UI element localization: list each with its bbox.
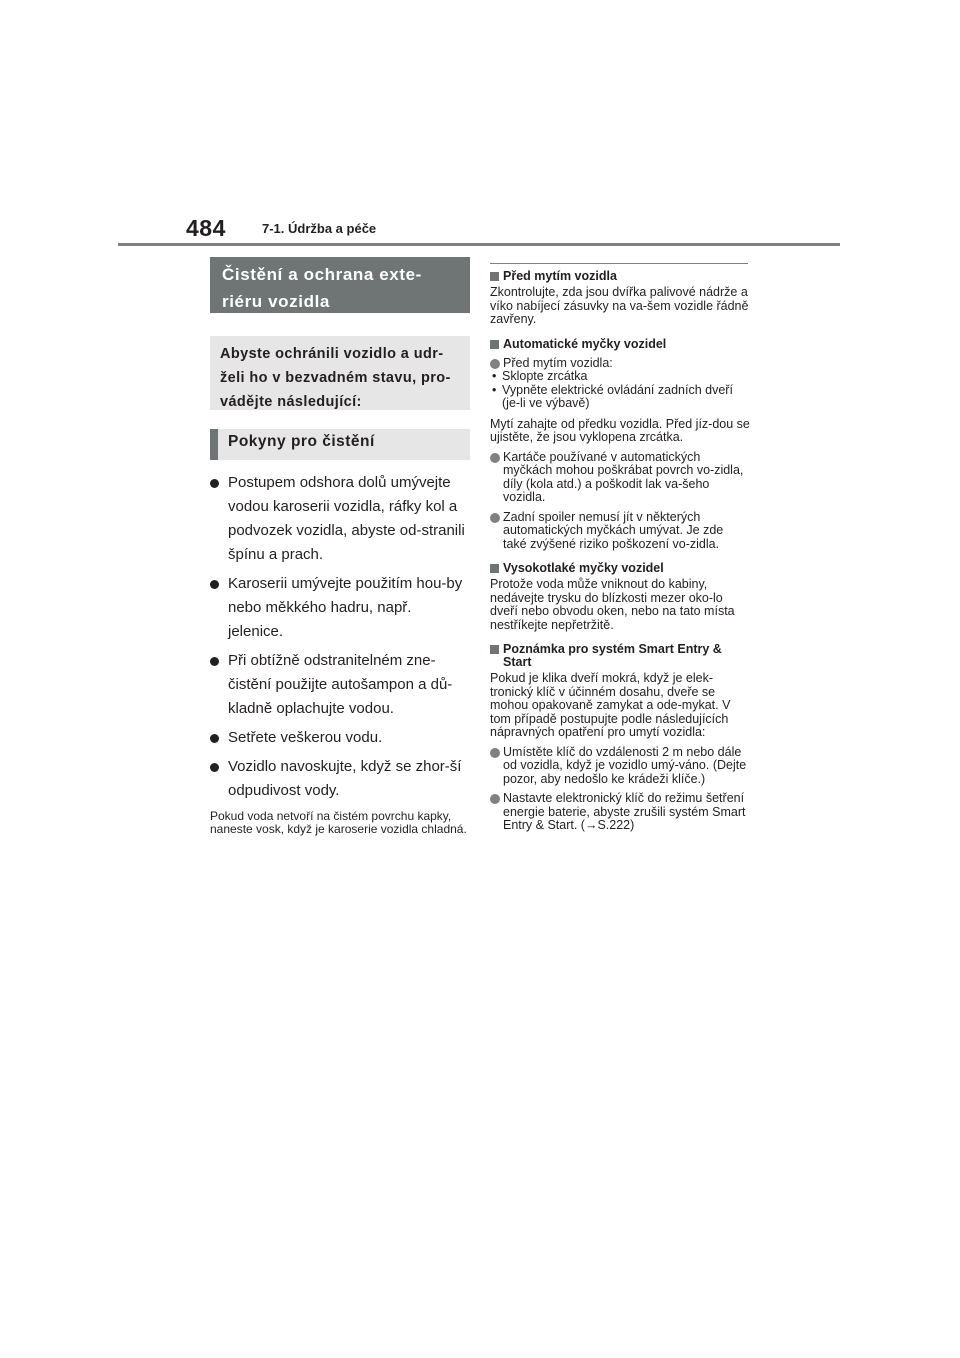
- page-number: 484: [186, 215, 226, 241]
- bullet-icon: [210, 763, 219, 772]
- wax-note: Pokud voda netvoří na čistém povrchu kapky, naneste vosk, když je karoserie vozidla chladná.: [210, 809, 467, 836]
- header-divider: [118, 243, 840, 246]
- cleaning-instructions-heading: Pokyny pro čistění: [210, 429, 470, 460]
- smart-entry-heading: Poznámka pro systém Smart Entry & Start: [490, 643, 750, 669]
- square-bullet-icon: [490, 645, 499, 654]
- list-item: Nastavte elektronický klíč do režimu šetření energie baterie, abyste zrušili systém Smart Entry & Start. (→S.222): [490, 792, 750, 833]
- sub-list-item: • Sklopte zrcátka: [492, 369, 588, 383]
- circle-bullet-icon: [490, 453, 500, 463]
- section-heading: Čistění a ochrana exte-riéru vozidla: [210, 257, 470, 313]
- intro-box: Abyste ochránili vozidlo a udr-želi ho v bezvadném stavu, pro-vádějte následující:: [210, 336, 470, 410]
- list-item: Karoserii umývejte použitím hou-by nebo měkkého hadru, např. jelenice.: [210, 572, 470, 644]
- square-bullet-icon: [490, 272, 499, 281]
- list-item: Kartáče používané v automatických myčkách mohou poškrábat povrch vo-zidla, díly (kola atd.) a poškodit lak va-šeho vozidla.: [490, 451, 750, 505]
- column-divider: [490, 263, 748, 264]
- before-wash-heading: Před mytím vozidla: [490, 270, 750, 283]
- square-bullet-icon: [490, 564, 499, 573]
- high-pressure-wash-text: Protože voda může vniknout do kabiny, nedávejte trysku do blízkosti mezer oko-lo dveří nebo obvodu oken, nebo na tato místa nestříkejte nepřetržitě.: [490, 577, 735, 632]
- smart-entry-text: Pokud je klika dveří mokrá, když je elek-tronický klíč v účinném dosahu, dveře se mohou opakovaně zamykat a ode-mykat. V tom případě postupujte podle následujících nápravných opatření pro umytí vozidla:: [490, 671, 731, 739]
- section-title: 7-1. Údržba a péče: [262, 221, 377, 236]
- bullet-icon: [210, 657, 219, 666]
- circle-bullet-icon: [490, 359, 500, 369]
- circle-bullet-icon: [490, 748, 500, 758]
- left-column: [210, 257, 470, 836]
- bullet-icon: [210, 580, 219, 589]
- circle-bullet-icon: [490, 513, 500, 523]
- automatic-wash-heading: Automatické myčky vozidel: [490, 338, 750, 351]
- list-item: Vozidlo navoskujte, když se zhor-ší odpudivost vody.: [210, 755, 470, 803]
- bullet-icon: [210, 734, 219, 743]
- list-item: Umístěte klíč do vzdálenosti 2 m nebo dále od vozidla, když je vozidlo umý-váno. (Dejte pozor, aby nedošlo ke krádeži klíče.): [490, 746, 750, 787]
- list-item: Setřete veškerou vodu.: [210, 726, 470, 750]
- list-item: Před mytím vozidla: • Sklopte zrcátka • Vypněte elektrické ovládání zadních dveří (je-li ve výbavě): [490, 357, 750, 411]
- sub-list-item: • Vypněte elektrické ovládání zadních dveří (je-li ve výbavě): [492, 382, 733, 410]
- bullet-list: [210, 471, 470, 803]
- list-item: Zadní spoiler nemusí jít v některých automatických myčkách umývat. Je zde také zvýšené riziko poškození vo-zidla.: [490, 511, 750, 552]
- circle-bullet-icon: [490, 794, 500, 804]
- list-item: Při obtížně odstranitelném zne-čistění použijte autošampon a dů-kladně oplachujte vodou.: [210, 649, 470, 721]
- before-wash-text: Zkontrolujte, zda jsou dvířka palivové nádrže a víko nabíjecí zásuvky na va-šem vozidle řádně zavřeny.: [490, 285, 749, 326]
- right-column: [490, 263, 750, 833]
- square-bullet-icon: [490, 340, 499, 349]
- bullet-icon: [210, 479, 219, 488]
- list-item: Postupem odshora dolů umývejte vodou karoserii vozidla, ráfky kol a podvozek vozidla, abyste od-stranili špínu a prach.: [210, 471, 470, 567]
- high-pressure-wash-heading: Vysokotlaké myčky vozidel: [490, 562, 750, 575]
- automatic-wash-text: Mytí zahajte od předku vozidla. Před jíz-dou se ujistěte, že jsou vyklopena zrcátka.: [490, 416, 750, 444]
